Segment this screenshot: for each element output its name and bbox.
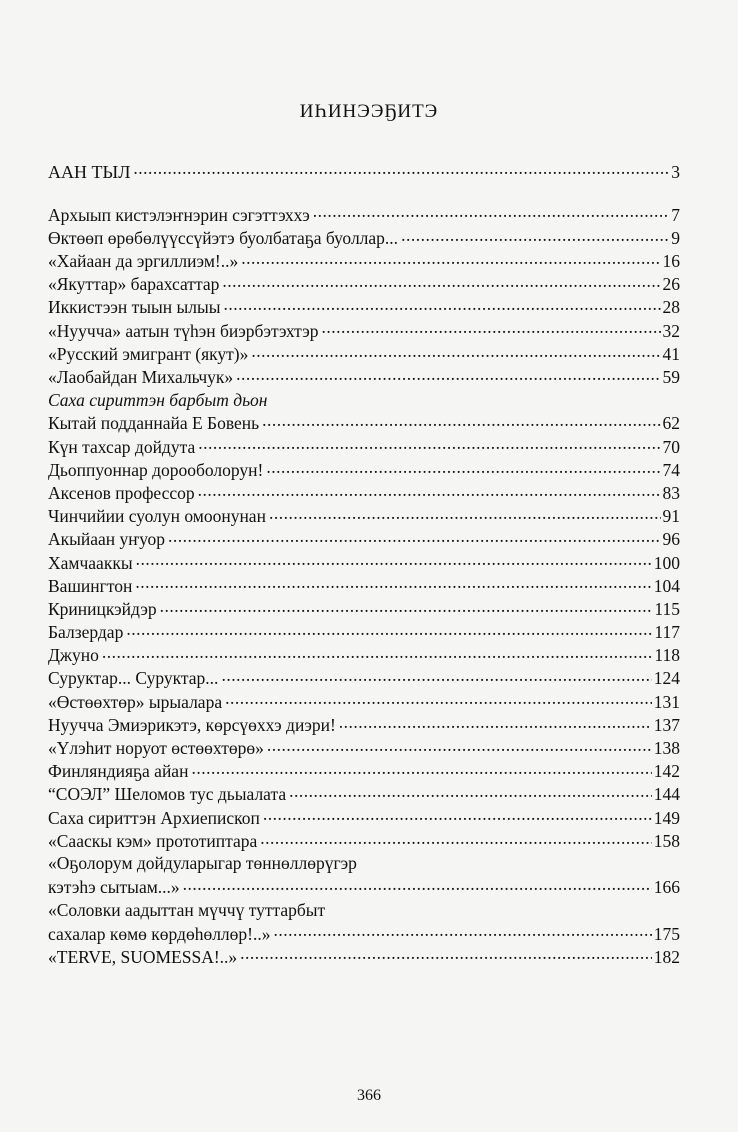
toc-entry-page: 59 (662, 367, 680, 387)
dot-leader (260, 829, 651, 847)
dot-leader (198, 481, 661, 499)
dot-leader (221, 667, 651, 685)
toc-entry-title: Джуно (48, 645, 99, 666)
toc-entry-page: 7 (671, 204, 680, 225)
toc-entry-page: 41 (662, 343, 680, 364)
toc-entry[interactable] (48, 574, 680, 597)
toc-entry[interactable] (48, 806, 680, 829)
toc-entry-last[interactable] (48, 945, 680, 968)
toc-entry[interactable] (48, 458, 680, 481)
dot-leader (266, 458, 660, 476)
toc-entry[interactable] (48, 273, 680, 296)
dot-leader (289, 783, 652, 801)
toc-entry[interactable] (48, 226, 680, 249)
toc-entry-title: Балзердар (48, 622, 124, 643)
toc-entry-title: «Якуттар» барахсаттар (48, 274, 220, 295)
dot-leader (126, 621, 652, 639)
toc-entry-title: Хамчааккы (48, 552, 133, 573)
toc-entry[interactable] (48, 644, 680, 667)
dot-leader (224, 296, 661, 314)
toc-entry-title: Криницкэйдэр (48, 598, 157, 619)
dot-leader (267, 737, 652, 755)
dot-leader (401, 226, 669, 244)
toc-entry-page: 117 (654, 622, 680, 643)
toc-entry[interactable] (48, 435, 680, 458)
toc-entry[interactable] (48, 481, 680, 504)
dot-leader (133, 160, 669, 178)
toc-entry-title: Акыйаан уҥуор (48, 529, 166, 550)
dot-leader (160, 597, 653, 615)
toc-entry[interactable] (48, 760, 680, 783)
toc-entry-preface[interactable] (48, 160, 680, 183)
toc-entry[interactable] (48, 203, 680, 226)
dot-leader (198, 435, 660, 453)
toc-entry-page: 96 (662, 529, 680, 550)
toc-entry-title-line1: «Соловки аадыттан мүччү туттарбыт (48, 899, 326, 920)
toc-entry-page: 124 (653, 668, 680, 689)
dot-leader (225, 690, 652, 708)
table-of-contents (48, 160, 680, 968)
toc-entry-page: 83 (662, 482, 680, 503)
toc-entry[interactable] (48, 528, 680, 551)
dot-leader (269, 505, 661, 523)
toc-entry[interactable] (48, 412, 680, 435)
dot-leader (136, 551, 652, 569)
toc-entry[interactable] (48, 366, 680, 389)
dot-leader (183, 876, 652, 894)
toc-entry-title: Архыып кистэлэҥнэрин сэгэттэххэ (48, 204, 310, 225)
toc-entry-page: 166 (653, 877, 680, 898)
toc-group-2 (48, 412, 680, 853)
toc-entry-page: 158 (653, 830, 680, 851)
dot-leader (102, 644, 652, 662)
dot-leader (251, 342, 660, 360)
toc-entry[interactable] (48, 250, 680, 273)
dot-leader (236, 366, 660, 384)
toc-entry-page: 131 (653, 691, 680, 712)
dot-leader (191, 760, 651, 778)
toc-entry-title: «Үлэһит норуот өстөөхтөрө» (48, 738, 264, 758)
toc-entry-page: 137 (653, 714, 680, 735)
toc-entry-title-line2: кэтэһэ сытыам...» (48, 877, 180, 898)
toc-entry-title: Вашингтон (48, 575, 133, 596)
toc-entry-title: Аксенов профессор (48, 482, 195, 503)
toc-entry[interactable] (48, 667, 680, 690)
toc-entry-page: 91 (662, 506, 680, 527)
toc-entry-page: 149 (653, 807, 680, 828)
toc-entry-page: 175 (653, 923, 680, 944)
toc-entry-page: 9 (671, 227, 680, 248)
dot-leader (339, 713, 652, 731)
toc-entry-page: 3 (671, 161, 680, 182)
toc-entry-page: 104 (653, 575, 680, 596)
dot-leader (262, 412, 660, 430)
toc-entry-title: Күн тахсар дойдута (48, 436, 196, 457)
toc-entry-title: Иккистээн тыын ылыы (48, 297, 221, 318)
toc-entry-multiline-2[interactable] (48, 899, 680, 945)
toc-entry-title: «Нуучча» аатын түһэн биэрбэтэхтэр (48, 320, 319, 341)
toc-entry-page: 142 (653, 761, 680, 782)
toc-entry[interactable] (48, 829, 680, 852)
toc-entry-title: Чинчийии суолун омоонунан (48, 506, 266, 527)
toc-entry[interactable] (48, 737, 680, 760)
toc-entry-title: «Хайаан да эргиллиэм!..» (48, 251, 239, 272)
toc-entry[interactable] (48, 319, 680, 342)
toc-entry-page: 138 (653, 738, 680, 758)
toc-entry-page: 62 (662, 413, 680, 434)
dot-leader (263, 806, 652, 824)
toc-entry-page: 70 (662, 436, 680, 457)
dot-leader (313, 203, 670, 221)
toc-entry-title: “СОЭЛ” Шеломов тус дьыалата (48, 784, 287, 805)
toc-entry-title: Нуучча Эмиэрикэтэ, көрсүөххэ диэри! (48, 714, 336, 735)
dot-leader (322, 319, 661, 337)
toc-entry-title-line2: сахалар көмө көрдөһөллөр!..» (48, 923, 271, 944)
toc-entry[interactable] (48, 551, 680, 574)
dot-leader (273, 922, 651, 940)
toc-entry-title: «Сааскы кэм» прототиптара (48, 830, 258, 851)
toc-entry-title: Өктөөп өрөбөлүүссүйэтэ буолбатаҕа буоллар... (48, 227, 399, 248)
dot-leader (135, 574, 651, 592)
page-title: ИҺИНЭЭҔИТЭ (299, 101, 439, 122)
toc-entry-title: «Лаобайдан Михальчук» (48, 367, 234, 387)
toc-entry-page: 74 (662, 459, 680, 480)
toc-entry-page: 182 (653, 946, 680, 967)
dot-leader (240, 945, 652, 963)
toc-entry-title: Дьоппуоннар дорооболорун! (48, 459, 264, 480)
dot-leader (222, 273, 660, 291)
dot-leader (168, 528, 660, 546)
toc-entry[interactable] (48, 783, 680, 806)
page-number: 366 (357, 1087, 381, 1104)
toc-entry[interactable] (48, 505, 680, 528)
toc-entry-page: 100 (653, 552, 680, 573)
toc-entry-title: Финляндияҕа айан (48, 761, 189, 782)
toc-entry-title-line1: «Оҕолорум дойдуларыгар төннөллөрүгэр (48, 853, 357, 874)
toc-entry-page: 32 (662, 320, 680, 341)
dot-leader (241, 250, 660, 268)
toc-entry[interactable] (48, 597, 680, 620)
toc-entry-title: Суруктар... Суруктар... (48, 668, 219, 689)
toc-group-1 (48, 203, 680, 389)
section-label: Саха сириттэн барбыт дьон (48, 389, 268, 410)
toc-entry-title: «TERVE, SUOMESSA!..» (48, 946, 238, 967)
toc-entry-page: 28 (662, 297, 680, 318)
toc-entry-title: «Русский эмигрант (якут)» (48, 343, 249, 364)
toc-entry-title: «Өстөөхтөр» ырыалара (48, 691, 223, 712)
toc-entry-title: ААН ТЫЛ (48, 161, 131, 182)
toc-entry-page: 16 (662, 251, 680, 272)
toc-entry-multiline-1[interactable] (48, 852, 680, 898)
toc-entry[interactable] (48, 621, 680, 644)
toc-entry[interactable] (48, 690, 680, 713)
toc-entry[interactable] (48, 342, 680, 365)
toc-entry[interactable] (48, 296, 680, 319)
toc-entry-page: 115 (654, 598, 680, 619)
toc-entry-page: 26 (662, 274, 680, 295)
toc-entry-page: 144 (653, 784, 680, 805)
toc-entry-title: Саха сириттэн Архиепископ (48, 807, 260, 828)
toc-entry-page: 118 (654, 645, 680, 666)
toc-entry[interactable] (48, 713, 680, 736)
toc-entry-title: Кытай подданнайа Е Бовень (48, 413, 260, 434)
